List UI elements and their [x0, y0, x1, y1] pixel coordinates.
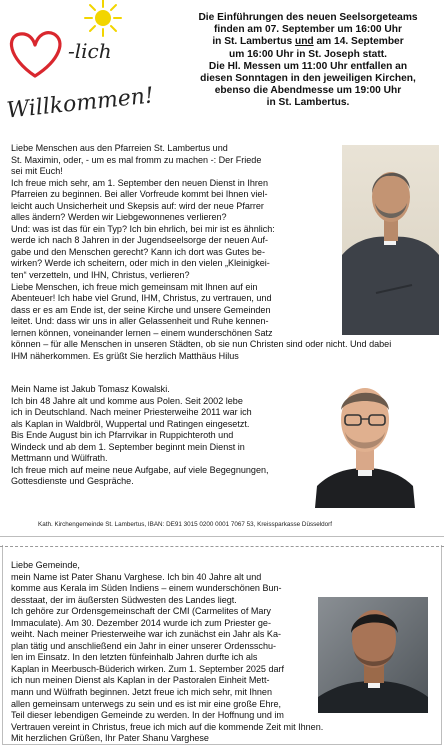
text-line: Ich bin 48 Jahre alt und komme aus Polen. Seit 2002 lebe — [11, 395, 243, 406]
dashed-divider — [0, 546, 444, 547]
photo-matthaeus-hilus — [342, 145, 439, 335]
bank-details: Kath. Kirchengemeinde St. Lambertus, IBAN: DE91 3015 0200 0001 7067 53, Kreissparkasse Düsseldorf — [38, 521, 333, 528]
text-line: komme aus Kerala im Süden Indiens – einem wunderschönen Bun- — [11, 583, 282, 594]
text-line: mann und Wülfrath beginnen. Jetzt freue ich mich sehr, mit Ihnen — [11, 687, 272, 698]
text-line: ich in Deutschland. Nach meiner Priesterweihe 2011 war ich — [11, 407, 252, 418]
text-line: len im Einsatz. In den letzten fünfeinhalb Jahren durfte ich als — [11, 652, 258, 663]
announcement-line: ebenso die Abendmesse um 19:00 Uhr — [214, 85, 402, 97]
text-line: ten“ verzetteln, und IHN, Christus, verlieren? — [11, 270, 190, 281]
letter-kowalski — [11, 384, 306, 488]
portrait-priest-icon — [311, 368, 419, 508]
underlined-und: und — [294, 36, 314, 48]
text-line: leitet. Und: dass wir uns in aller Gelassenheit und Ruhe kennen- — [11, 316, 269, 327]
announcement-block — [177, 12, 439, 110]
announcement-line: um 16:00 Uhr in St. Joseph statt. — [229, 48, 387, 60]
text-line: Gottesdienste und Gespräche. — [11, 476, 134, 487]
text-line: Teil dieser lebendigen Gemeinde zu werden. In der Hoffnung und im — [11, 710, 284, 721]
text-line: Und: was ist das für ein Typ? Ich bin ehrlich, bei mir ist es ähnlich: — [11, 223, 275, 234]
svg-text:-lich: -lich — [68, 39, 112, 63]
announcement-line: Die Hl. Messen um 11:00 Uhr entfallen an — [208, 60, 408, 72]
text-line: Immaculate). Am 30. Dezember 2014 wurde ich zum Priester ge- — [11, 617, 271, 628]
text-line: Liebe Gemeinde, — [11, 560, 80, 570]
text-line: Ich gehöre zur Ordensgemeinschaft der CMI (Carmelites of Mary — [11, 606, 271, 617]
text-line: werde ich nach 8 Jahren in der Jugendseelsorge der neuen Auf- — [11, 235, 269, 246]
letter-varghese-top — [11, 560, 311, 722]
svg-text:Willkommen!: Willkommen! — [5, 83, 155, 124]
photo-shanu-varghese — [318, 597, 428, 713]
text-line: desstaat, der im äußersten Südwesten des Landes liegt. — [11, 594, 237, 605]
text-line: als Kaplan in Waldbröl, Wuppertal und Ratingen eingesetzt. — [11, 418, 250, 429]
text-line: dass er es am Ende ist, der seine Kirche und unsere Gemeinden — [11, 304, 271, 315]
text-line: Pfarreien zu beginnen. Bei aller Vorfreude kommt bei Ihnen viel- — [11, 189, 268, 200]
text-line: ich nun meinen Dienst als Kaplan in der Pastoralen Einheit Mett- — [11, 675, 270, 686]
text-line: sei mit Euch! — [11, 166, 63, 177]
portrait-priest-icon — [342, 145, 439, 335]
text-line: weiht. Nach meiner Priesterweihe war ich zunächst ein Jahr als Ka- — [11, 629, 282, 640]
text-line: St. Maximin, oder, - um es mal fromm zu machen -: Der Friede — [11, 154, 262, 165]
announcement-line: diesen Sonntagen in den jeweiligen Kirchen, — [200, 73, 416, 85]
text-line: Liebe Menschen aus den Pfarreien St. Lambertus und — [11, 143, 228, 153]
text-line: Ich freue mich sehr, am 1. September den neuen Dienst in Ihren — [11, 177, 268, 188]
divider — [0, 536, 444, 537]
letter-varghese-bottom — [11, 722, 411, 745]
text-line: leicht auch Unsicherheit und Skepsis auf: wird der neue Pfarrer — [11, 200, 264, 211]
announcement-line: Die Einführungen des neuen Seelsorgeteams — [198, 12, 418, 23]
text-line: Ich freue mich auf meine neue Aufgabe, auf viele Begegnungen, — [11, 464, 269, 475]
portrait-priest-icon — [318, 597, 428, 713]
text-line: wirken? Werde ich scheitern, oder mich in den vielen „Kleinigkei- — [11, 258, 270, 269]
photo-jakub-kowalski — [311, 368, 419, 508]
text-line: Mettmann und Wülfrath. — [11, 453, 108, 464]
letter-hilus-top — [11, 143, 346, 339]
letter-hilus-bottom — [11, 339, 439, 362]
text-line: lernen können, voneinander lernen – einem wunderschönen Satz — [11, 327, 273, 338]
text-line: Bis Ende August bin ich Pfarrvikar in Ruppichteroth und — [11, 430, 234, 441]
text-line: gabe und den Menschen gerecht? Kann ich dort was Gutes be- — [11, 246, 265, 257]
text-line: Kaplan in Meerbusch-Büderich wirken. Zum 1. September 2025 darf — [11, 663, 285, 674]
announcement-line: in St. Lambertus. — [266, 97, 350, 109]
announcement-line: finden am 07. September um 16:00 Uhr — [214, 24, 402, 36]
welcome-logo — [0, 0, 175, 125]
text-line: mein Name ist Pater Shanu Varghese. Ich bin 40 Jahre alt und — [11, 571, 262, 582]
text-line: Mein Name ist Jakub Tomasz Kowalski. — [11, 384, 170, 394]
text-line: Mit herzlichen Grüßen, Ihr Pater Shanu Varghese — [11, 733, 209, 744]
text-line: Windeck und ab dem 1. September beginnt mein Dienst in — [11, 441, 245, 452]
text-line: allen gemeinsam unterwegs zu sein und es ist mir eine große Ehre, — [11, 698, 282, 709]
text-line: IHM näherkommen. Es grüßt Sie herzlich Matthäus Hilus — [11, 350, 239, 361]
text-line: Abenteuer! Ich habe viel Grund, IHM, Christus, zu vertrauen, und — [11, 293, 272, 304]
text-line: alles ändern? Werden wir Liebgewonnenes verlieren? — [11, 212, 227, 223]
text-line: können – für alle Menschen in unseren Städten, ob sie nun Christen sind oder nicht. Und dabei — [11, 339, 392, 350]
text-line: plan tätig und anschließend ein Jahr in einer unserer Ordensschu- — [11, 640, 277, 651]
text-line: Liebe Menschen, ich freue mich gemeinsam mit Ihnen auf ein — [11, 281, 258, 292]
text-line: Vertrauen vereint in Christus, freue ich mich auf die kommende Zeit mit Ihnen. — [11, 721, 324, 732]
heart-sun-logo-icon — [0, 0, 175, 125]
announcement-line: in St. Lambertus und am 14. September — [212, 36, 404, 48]
